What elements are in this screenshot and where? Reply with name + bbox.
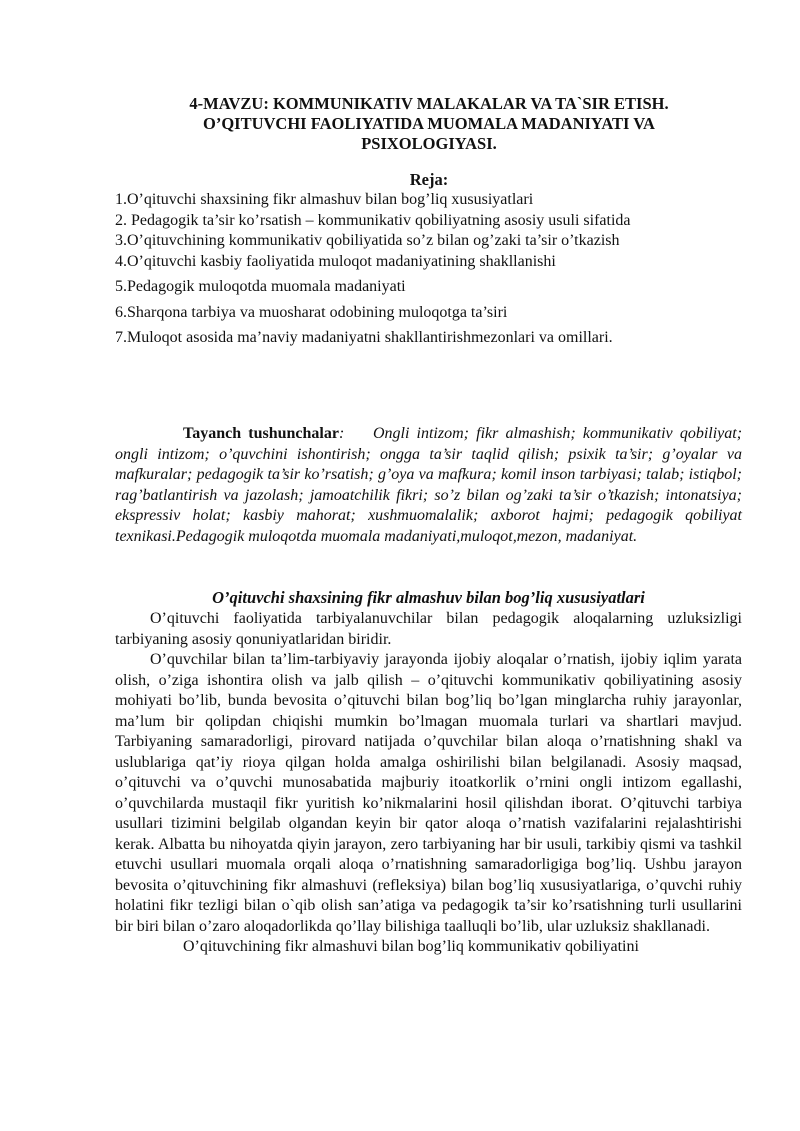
title-line-1: 4-MAVZU: KOMMUNIKATIV MALAKALAR VA TA`SIR ETISH. <box>189 94 669 113</box>
plan-item-7: 7.Muloqot asosida ma’naviy madaniyatni shakllantirishmezonlari va omillari. <box>115 329 613 346</box>
plan-heading: Reja: <box>409 170 449 189</box>
plan-item-5: 5.Pedagogik muloqotda muomala madaniyati <box>115 278 406 295</box>
keywords-paragraph <box>115 424 742 547</box>
section-body <box>115 609 742 958</box>
title-line-2: O’QITUVCHI FAOLIYATIDA MUOMALA MADANIYATI VA <box>203 114 655 133</box>
paragraph-1 <box>115 609 742 650</box>
plan-item-1: 1.O’qituvchi shaxsining fikr almashuv bilan bog’liq xususiyatlari <box>115 191 534 208</box>
plan-item-2: 2. Pedagogik ta’sir ko’rsatish – kommunikativ qobiliyatning asosiy usuli sifatida <box>115 211 631 229</box>
paragraph-3 <box>115 937 742 958</box>
title-line-3: PSIXOLOGIYASI. <box>361 134 497 153</box>
keywords-text: Ongli intizom; fikr almashish; kommunikativ qobiliyat; ongli intizom; o’quvchini ishontirish; ongga ta’sir taqlid qilish; psixik ta’sir; g’oyalar va mafkuralar; pedagogik ta’sir ko’rsatish; g’oya va mafkura; komil inson tarbiyasi; talab; istiqbol; rag’batlantirish va jazolash; jamoatchilik fikri; so’z bilan og’zaki ta’sir o’tkazish; intonatsiya; ekspressiv holat; kasbiy mahorat; xushmuomalalik; axborot hajmi; pedagogik qobiliyat texnikasi.Pedagogik muloqotda muomala madaniyati,muloqot,mezon, madaniyat. <box>115 425 743 545</box>
plan-item-6: 6.Sharqona tarbiya va muosharat odobining muloqotga ta’siri <box>115 303 508 321</box>
paragraph-3-text: O’qituvchining fikr almashuvi bilan bog’liq kommunikativ qobiliyatini <box>183 938 639 955</box>
paragraph-1-text: O’qituvchi faoliyatida tarbiyalanuvchilar bilan pedagogik aloqalarning uzluksizligi tarbiyaning asosiy qonuniyatlaridan biridir. <box>115 610 742 648</box>
plan-item-3: 3.O’qituvchining kommunikativ qobiliyatida so’z bilan og’zaki ta’sir o’tkazish <box>115 232 620 249</box>
keywords-label: Tayanch tushunchalar <box>183 425 339 442</box>
document-title <box>115 94 743 154</box>
section-heading: O’qituvchi shaxsining fikr almashuv bilan bog’liq xususiyatlari <box>212 588 645 607</box>
keywords-colon: : <box>338 425 345 442</box>
plan-item-4: 4.O’qituvchi kasbiy faoliyatida muloqot madaniyatining shakllanishi <box>115 252 556 270</box>
plan-list <box>115 190 755 349</box>
paragraph-2 <box>115 650 742 937</box>
paragraph-2-text: O’quvchilar bilan ta’lim-tarbiyaviy jarayonda ijobiy aloqalar o’rnatish, ijobiy iqlim yarata olish, o’ziga ishontira olish va jalb qilish – o’qituvchi kommunikativ qobiliyatining asosiy mohiyati bo’lib, bunda bevosita o’qituvchi bilan bog’liq bo’lgan minglarcha ruhiy jarayonlar, ma’lum bir qolipdan chiqishi mumkin bo’lmagan muomala turlari va shartlari mavjud. Tarbiyaning samaradorligi, pirovard natijada o’quvchilar bilan aloqa o’rnatishning shakl va uslublariga qat’iy rioya qilgan holda amalga oshirilishi bilan belgilanadi. Asosiy maqsad, o’qituvchi va o’quvchi munosabatida majburiy itoatkorlik o’rnini ongli intizom egallashi, o’quvchilarda mustaqil fikr yuritish ko’nikmalarini hosil qilishdan iborat. O’qituvchi tarbiya usullari tizimini belgilab olgandan keyin bir qator aloqa o’rnatish vazifalarini rejalashtirishi kerak. Albatta bu nihoyatda qiyin jarayon, zero tarbiyaning har bir usuli, tarkibiy qismi va tashkil etuvchi usullari muomala orqali aloqa o’rnatishning samaradorligiga bog’liq. Ushbu jarayon bevosita o’qituvchining fikr almashuvi (refleksiya) bilan bog’liq xususiyatlariga, o’quvchi ruhiy holatini fikr tezligi bilan o`qib olish san’atiga va pedagogik ta’sir ko’rsatishning turli usullarini bir biri bilan o’zaro aloqadorlikda qo’llay bilishiga taalluqli bo’lib, ular uzluksiz shakllanadi. <box>115 651 742 935</box>
